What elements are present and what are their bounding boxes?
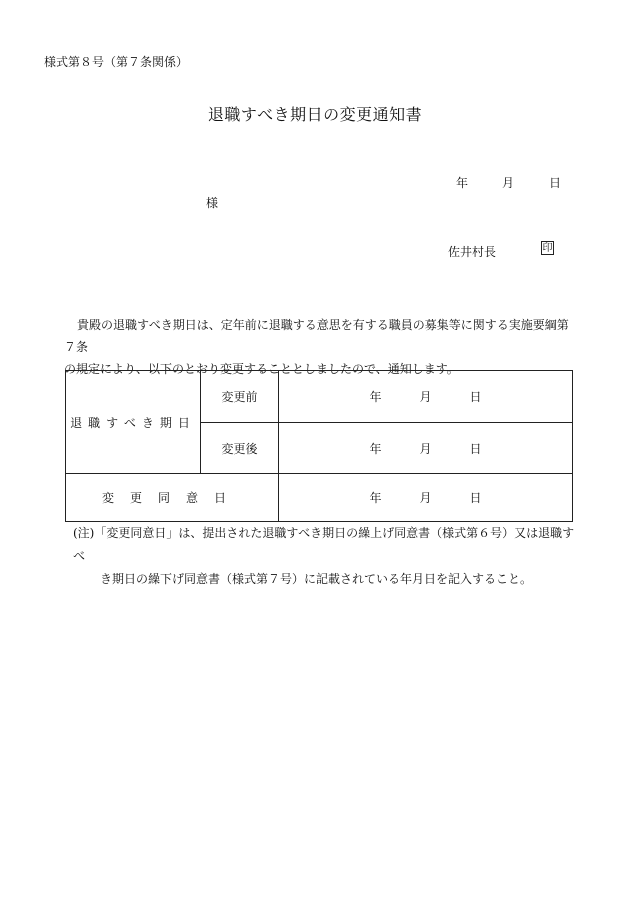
retirement-date-label: 退職すべき期日 [66, 371, 201, 474]
issuer-name: 佐井村長 [448, 245, 497, 259]
addressee-suffix: 様 [206, 196, 219, 210]
consent-month: 月 [419, 491, 432, 505]
seal-mark: 印 [542, 243, 553, 254]
consent-date-cell [279, 474, 573, 522]
footnote-line-2: き期日の繰下げ同意書（様式第７号）に記載されている年月日を記入すること。 [100, 572, 533, 586]
header-date-year: 年 [456, 176, 469, 190]
before-year: 年 [369, 390, 382, 404]
after-label: 変更後 [201, 423, 279, 474]
after-month: 月 [419, 441, 432, 456]
footnote [73, 522, 583, 591]
header-date-month: 月 [502, 176, 515, 190]
before-label: 変更前 [201, 371, 279, 423]
consent-day: 日 [469, 491, 482, 505]
after-day: 日 [469, 441, 482, 456]
table-row-before [66, 371, 573, 423]
table-row-consent [66, 474, 573, 522]
footnote-line-1: (注)「変更同意日」は、提出された退職すべき期日の繰上げ同意書（様式第６号）又は退職すべ [73, 526, 575, 563]
form-number: 様式第８号（第７条関係） [44, 55, 189, 69]
header-date-day: 日 [549, 176, 562, 190]
date-change-table [65, 370, 573, 522]
after-year: 年 [369, 441, 382, 456]
after-date-cell [279, 423, 573, 474]
document-title: 退職すべき期日の変更通知書 [207, 105, 423, 124]
before-day: 日 [469, 390, 482, 404]
consent-date-label: 変更同意日 [66, 474, 279, 522]
body-line-1: 貴殿の退職すべき期日は、定年前に退職する意思を有する職員の募集等に関する実施要綱第７条 [64, 318, 569, 354]
body-line-2: の規定により、以下のとおり変更することとしましたので、通知します。 [64, 362, 459, 376]
before-date-cell [279, 371, 573, 423]
before-month: 月 [419, 390, 432, 404]
consent-year: 年 [369, 491, 382, 505]
